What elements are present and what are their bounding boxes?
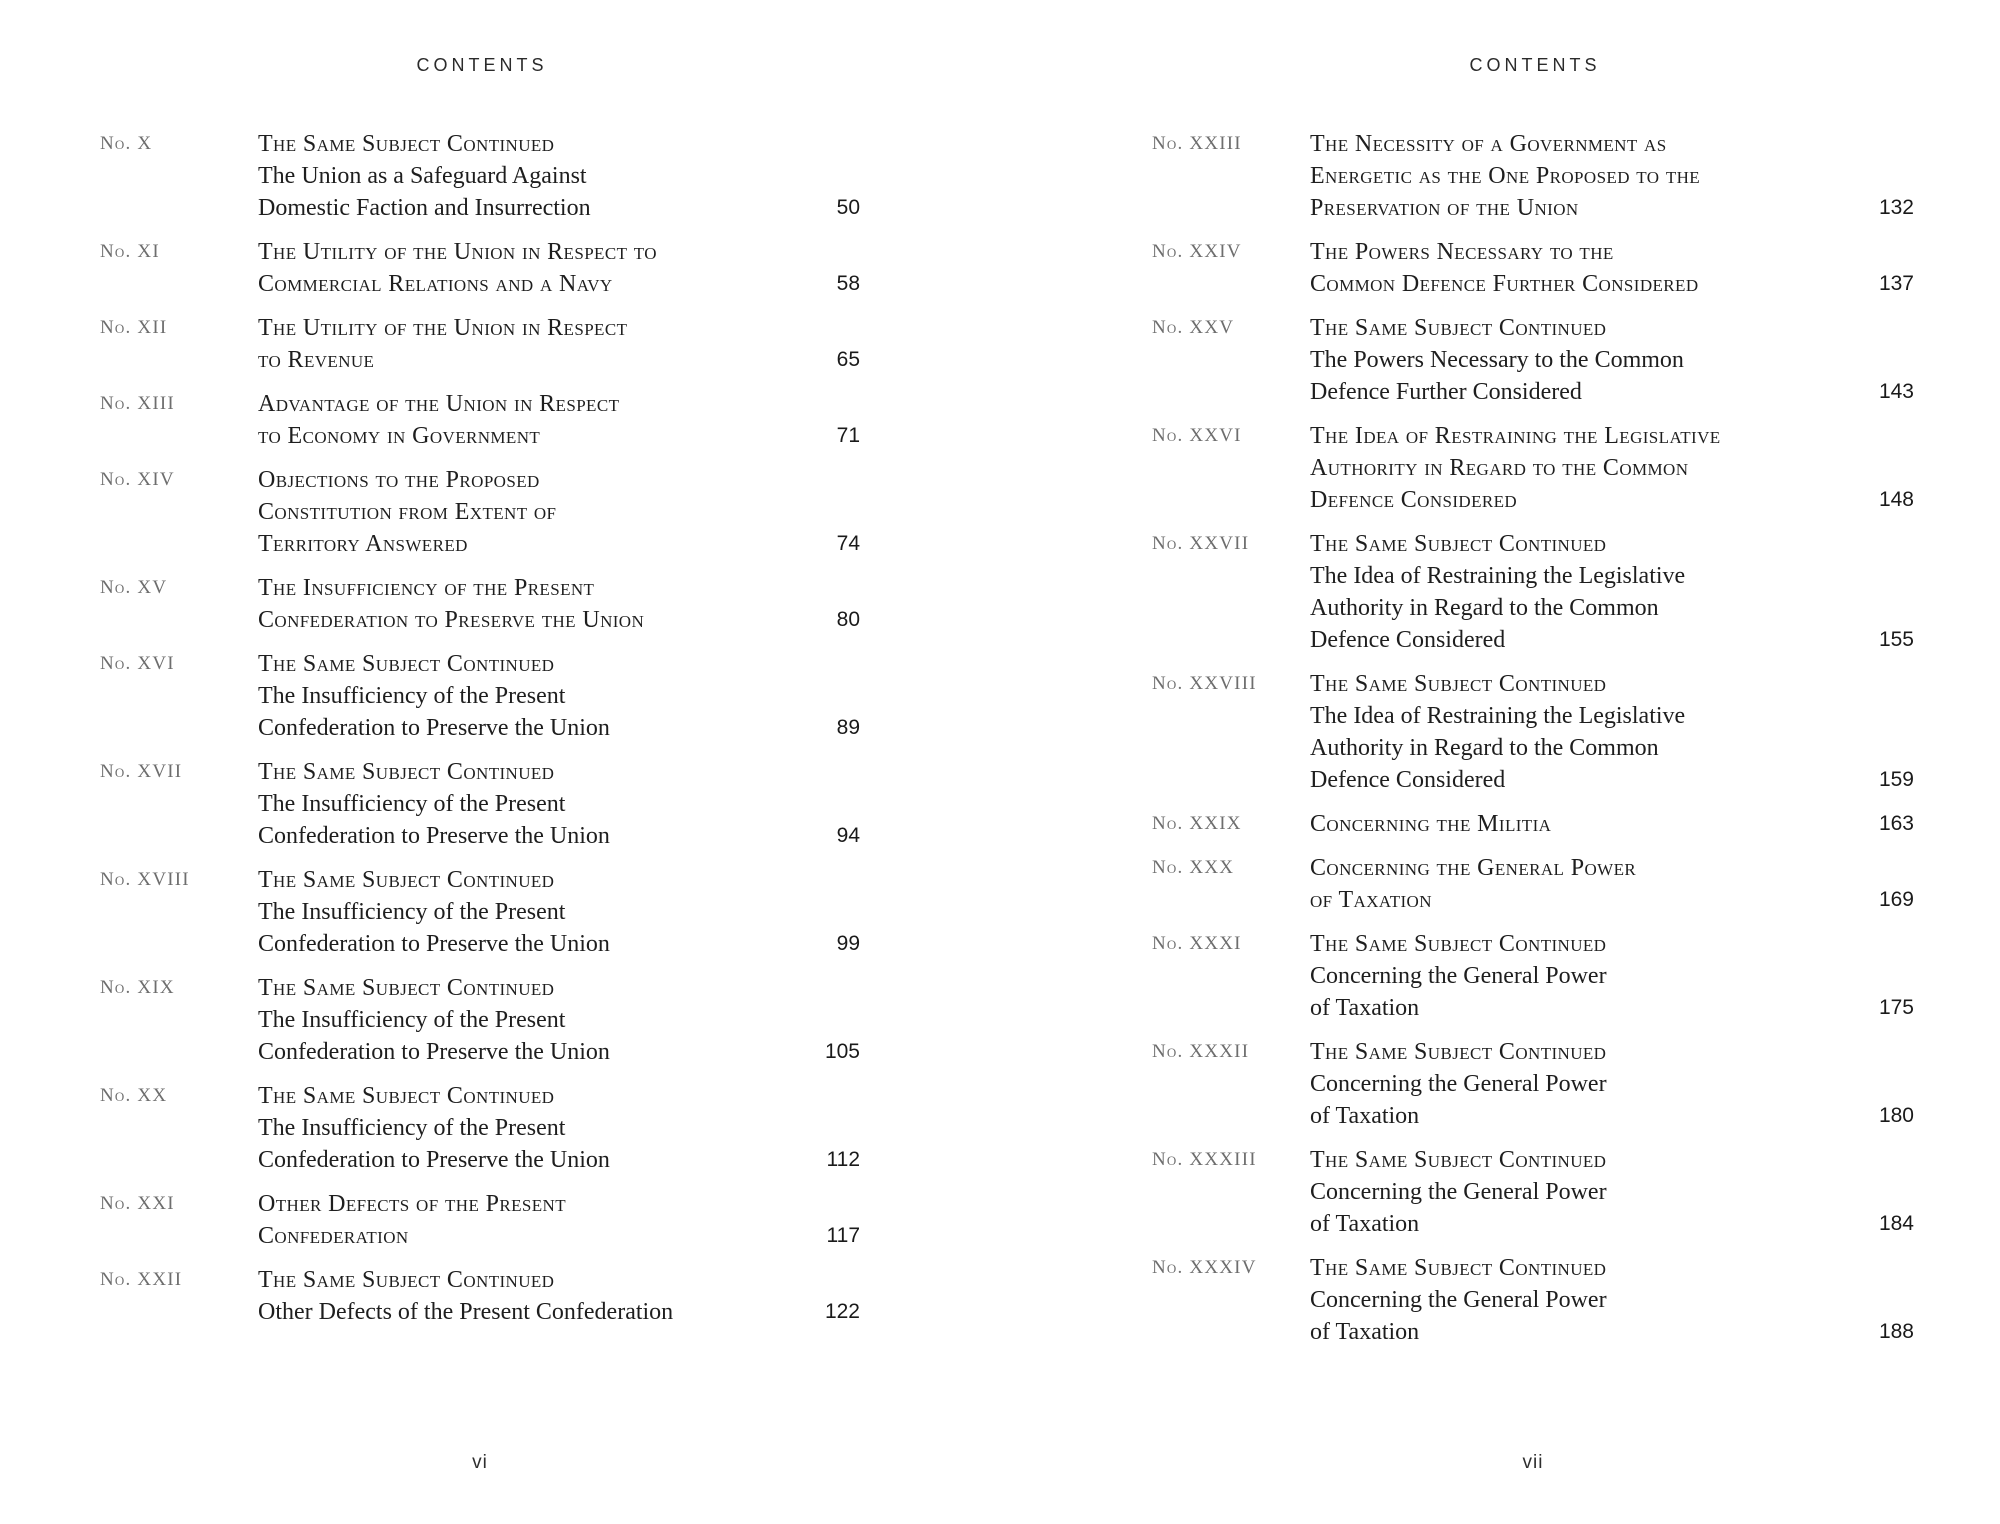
entry-title-line-smallcaps: The Same Subject Continued [1310,531,1607,557]
entry-subtitle-line: Concerning the General Power [1310,1071,1607,1097]
entry-number-label: No. XXI [100,1193,175,1214]
entry-subtitle-line: The Idea of Restraining the Legislative [1310,703,1686,729]
entry-subtitle-line: of Taxation [1310,1319,1420,1345]
entry-number-label: No. XXII [100,1269,183,1290]
page-header-contents: CONTENTS [1469,55,1601,75]
entry-number-label: No. XIV [100,469,175,490]
entry-page-number: 184 [1878,1212,1914,1235]
entry-page-number: 159 [1878,768,1914,791]
entry-title-line-smallcaps: Constitution from Extent of [258,499,557,525]
toc-entry [1152,1144,1914,1240]
toc-entry [100,1188,860,1252]
toc-entry [1152,236,1914,300]
folio-page-number: vi [472,1452,488,1473]
entry-title-line-smallcaps: The Same Subject Continued [258,867,555,893]
entry-title-line-smallcaps: Concerning the General Power [1310,855,1637,881]
entry-number-label: No. XXXII [1152,1041,1250,1062]
entry-page-number: 71 [836,424,860,447]
entry-page-number: 74 [836,532,860,555]
entry-subtitle-line: Confederation to Preserve the Union [258,1039,610,1065]
entry-number-label: No. XXXIV [1152,1257,1257,1278]
entry-title-line-smallcaps: Other Defects of the Present [258,1191,566,1217]
entry-number-label: No. XX [100,1085,168,1106]
entry-title [258,464,796,560]
entry-number-label: No. XI [100,241,160,262]
entry-title-line-smallcaps: to Revenue [258,347,375,373]
entry-subtitle-line: of Taxation [1310,1211,1420,1237]
entry-subtitle-line: The Idea of Restraining the Legislative [1310,563,1686,589]
entry-page-number: 65 [836,348,860,371]
entry-page-number: 143 [1878,380,1914,403]
entry-number-label: No. XXVI [1152,425,1242,446]
toc-entry [100,972,860,1068]
entry-title [1310,128,1850,224]
entry-subtitle-line: Defence Considered [1310,767,1506,793]
entry-title-line-smallcaps: Defence Considered [1310,487,1518,513]
entry-page-number: 137 [1878,272,1914,295]
book-page-left [100,0,860,1524]
entry-title-line-smallcaps: The Same Subject Continued [1310,1039,1607,1065]
entry-title [1310,808,1850,840]
entry-title-line-smallcaps: The Powers Necessary to the [1310,239,1614,265]
entry-subtitle-line: Defence Considered [1310,627,1506,653]
entry-title-line-smallcaps: The Same Subject Continued [258,975,555,1001]
entry-subtitle-line: Confederation to Preserve the Union [258,715,610,741]
entry-number-label: No. XIII [100,393,175,414]
entry-number-label: No. XXXI [1152,933,1242,954]
entry-subtitle-line: The Insufficiency of the Present [258,683,566,709]
entry-title-line-smallcaps: Authority in Regard to the Common [1310,455,1689,481]
entry-subtitle-line: Authority in Regard to the Common [1310,735,1659,761]
entry-number-label: No. XIX [100,977,175,998]
entry-page-number: 50 [836,196,860,219]
entry-subtitle-line: Authority in Regard to the Common [1310,595,1659,621]
entry-page-number: 169 [1878,888,1914,911]
entry-title-line-smallcaps: The Same Subject Continued [1310,1147,1607,1173]
entry-title [1310,236,1850,300]
entry-subtitle-line: Defence Further Considered [1310,379,1582,405]
entry-title-line-smallcaps: Confederation [258,1223,409,1249]
entry-title-line-smallcaps: Energetic as the One Proposed to the [1310,163,1701,189]
entry-title-line-smallcaps: The Same Subject Continued [1310,671,1607,697]
entry-page-number: 155 [1878,628,1914,651]
entry-page-number: 80 [836,608,860,631]
entry-number-label: No. XV [100,577,168,598]
entry-subtitle-line: Concerning the General Power [1310,1179,1607,1205]
entry-title-line-smallcaps: Commercial Relations and a Navy [258,271,613,297]
entry-title [1310,1036,1850,1132]
page-header-contents: CONTENTS [416,55,548,75]
toc-entry [1152,668,1914,796]
toc-entry-list [1152,128,1914,1360]
toc-entry [1152,852,1914,916]
entry-page-number: 122 [824,1300,860,1323]
entry-subtitle-line: Confederation to Preserve the Union [258,931,610,957]
entry-title-line-smallcaps: of Taxation [1310,887,1432,913]
entry-page-number: 188 [1878,1320,1914,1343]
entry-title-line-smallcaps: The Same Subject Continued [1310,931,1607,957]
entry-title-line-smallcaps: The Same Subject Continued [1310,1255,1607,1281]
toc-entry [1152,420,1914,516]
entry-title [1310,852,1850,916]
entry-title [258,1188,796,1252]
entry-title [1310,1144,1850,1240]
toc-entry [1152,528,1914,656]
entry-title [1310,420,1850,516]
entry-number-label: No. XXVIII [1152,673,1257,694]
toc-entry [100,1080,860,1176]
entry-subtitle-line: of Taxation [1310,1103,1420,1129]
entry-title [258,756,796,852]
toc-entry [100,236,860,300]
entry-title [258,648,796,744]
entry-title [258,972,796,1068]
entry-title-line-smallcaps: Territory Answered [258,531,468,557]
entry-subtitle-line: Other Defects of the Present Confederation [258,1299,674,1325]
folio-page-number: vii [1522,1452,1544,1473]
entry-page-number: 99 [836,932,860,955]
entry-title [1310,528,1850,656]
toc-entry [1152,1036,1914,1132]
entry-subtitle-line: Domestic Faction and Insurrection [258,195,591,221]
toc-entry [100,464,860,560]
entry-title [1310,928,1850,1024]
toc-entry [100,864,860,960]
entry-title-line-smallcaps: Concerning the Militia [1310,811,1552,837]
entry-page-number: 163 [1878,812,1914,835]
toc-entry [100,128,860,224]
entry-title-line-smallcaps: The Idea of Restraining the Legislative [1310,423,1721,449]
entry-subtitle-line: Concerning the General Power [1310,963,1607,989]
entry-title-line-smallcaps: Common Defence Further Considered [1310,271,1699,297]
toc-entry [100,572,860,636]
entry-subtitle-line: The Union as a Safeguard Against [258,163,587,189]
entry-title [1310,1252,1850,1348]
entry-number-label: No. XXV [1152,317,1235,338]
entry-title-line-smallcaps: The Same Subject Continued [258,1083,555,1109]
entry-subtitle-line: The Insufficiency of the Present [258,791,566,817]
entry-page-number: 94 [836,824,860,847]
entry-page-number: 105 [824,1040,860,1063]
toc-entry [100,756,860,852]
entry-subtitle-line: The Insufficiency of the Present [258,1007,566,1033]
entry-page-number: 132 [1878,196,1914,219]
book-page-right [1152,0,1914,1524]
entry-title-line-smallcaps: The Necessity of a Government as [1310,131,1667,157]
toc-entry [1152,1252,1914,1348]
entry-number-label: No. XXX [1152,857,1235,878]
entry-subtitle-line: Confederation to Preserve the Union [258,823,610,849]
entry-number-label: No. XII [100,317,168,338]
entry-page-number: 89 [836,716,860,739]
entry-title-line-smallcaps: The Insufficiency of the Present [258,575,595,601]
entry-number-label: No. XXIX [1152,813,1242,834]
entry-title-line-smallcaps: The Same Subject Continued [258,651,555,677]
entry-title-line-smallcaps: The Same Subject Continued [258,759,555,785]
entry-page-number: 148 [1878,488,1914,511]
toc-entry [100,312,860,376]
entry-title-line-smallcaps: The Same Subject Continued [258,1267,555,1293]
entry-title-line-smallcaps: The Same Subject Continued [258,131,555,157]
entry-title [258,572,796,636]
entry-title [258,128,796,224]
entry-title [258,864,796,960]
entry-page-number: 117 [826,1224,860,1247]
entry-title-line-smallcaps: Confederation to Preserve the Union [258,607,645,633]
toc-entry [1152,928,1914,1024]
entry-subtitle-line: of Taxation [1310,995,1420,1021]
entry-title-line-smallcaps: Objections to the Proposed [258,467,540,493]
entry-title-line-smallcaps: The Same Subject Continued [1310,315,1607,341]
entry-subtitle-line: The Insufficiency of the Present [258,899,566,925]
entry-subtitle-line: Concerning the General Power [1310,1287,1607,1313]
entry-number-label: No. XXIV [1152,241,1242,262]
entry-page-number: 112 [826,1148,860,1171]
toc-entry-list [100,128,860,1340]
toc-entry [100,1264,860,1328]
toc-entry [1152,808,1914,840]
entry-subtitle-line: The Insufficiency of the Present [258,1115,566,1141]
entry-number-label: No. XVI [100,653,175,674]
entry-title-line-smallcaps: The Utility of the Union in Respect [258,315,628,341]
entry-title-line-smallcaps: to Economy in Government [258,423,541,449]
entry-number-label: No. XXIII [1152,133,1242,154]
entry-title [1310,312,1850,408]
entry-number-label: No. XVIII [100,869,190,890]
entry-number-label: No. XXVII [1152,533,1250,554]
entry-page-number: 175 [1878,996,1914,1019]
entry-title [258,388,796,452]
toc-entry [1152,128,1914,224]
entry-title [258,312,796,376]
entry-subtitle-line: Confederation to Preserve the Union [258,1147,610,1173]
entry-page-number: 180 [1878,1104,1914,1127]
entry-title-line-smallcaps: Advantage of the Union in Respect [258,391,620,417]
entry-title-line-smallcaps: The Utility of the Union in Respect to [258,239,657,265]
entry-title [258,1080,796,1176]
toc-entry [1152,312,1914,408]
entry-title [1310,668,1850,796]
entry-number-label: No. XVII [100,761,183,782]
entry-title [258,1264,796,1328]
entry-title [258,236,796,300]
entry-subtitle-line: The Powers Necessary to the Common [1310,347,1684,373]
entry-title-line-smallcaps: Preservation of the Union [1310,195,1579,221]
entry-number-label: No. X [100,133,153,154]
entry-number-label: No. XXXIII [1152,1149,1257,1170]
toc-entry [100,388,860,452]
toc-entry [100,648,860,744]
entry-page-number: 58 [836,272,860,295]
